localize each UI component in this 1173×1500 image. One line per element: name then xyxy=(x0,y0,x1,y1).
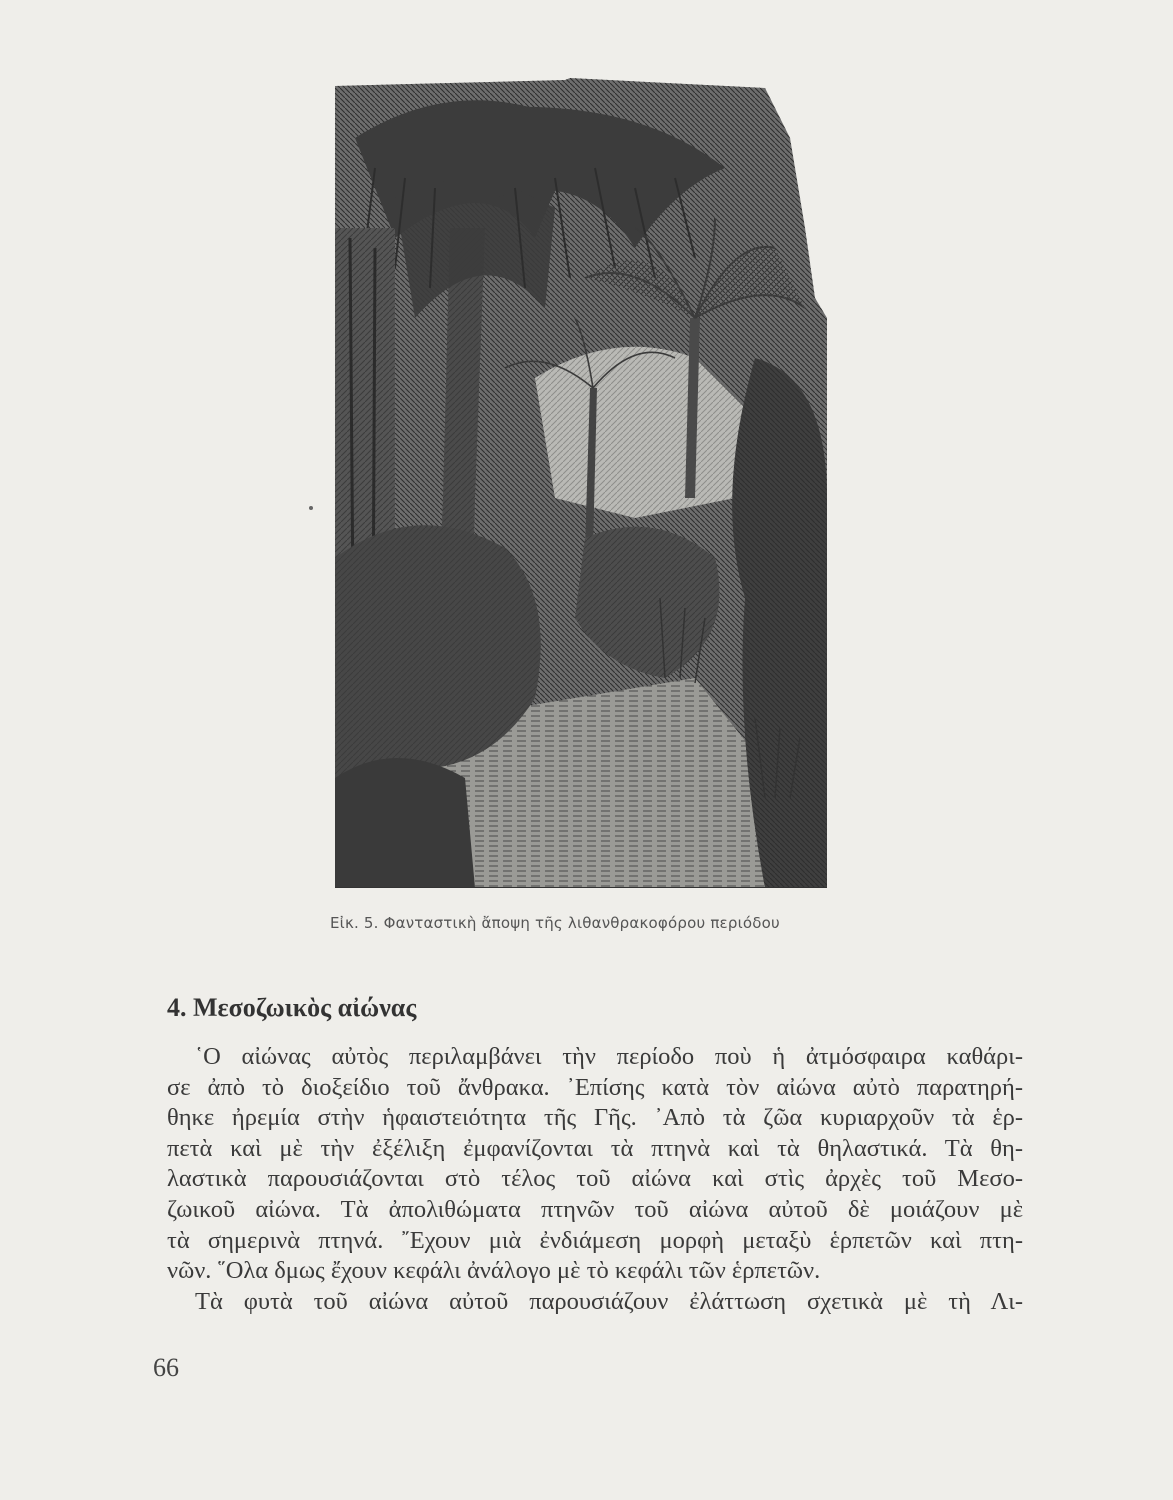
body-text xyxy=(167,1042,1023,1317)
text-line: νῶν. ῞Ολα δμως ἔχουν κεφάλι ἀνάλογο μὲ τὸ κεφάλι τῶν ἑρπετῶν. xyxy=(167,1257,821,1285)
page-number: 66 xyxy=(153,1353,179,1382)
text-line: σε ἀπὸ τὸ διοξείδιο τοῦ ἄνθρακα. ᾽Επίσης κατὰ τὸν αἰώνα αὐτὸ παρατηρή- xyxy=(167,1073,1023,1101)
text-line: πετὰ καὶ μὲ τὴν ἐξέλιξη ἐμφανίζονται τὰ πτηνὰ καὶ τὰ θηλαστικά. Τὰ θη- xyxy=(167,1134,1023,1162)
figure-caption: Εἰκ. 5. Φανταστικὴ ἄποψη τῆς λιθανθρακοφόρου περιόδου xyxy=(330,914,780,932)
text-line: λαστικὰ παρουσιάζονται στὸ τέλος τοῦ αἰώνα καὶ στὶς ἀρχὲς τοῦ Μεσο- xyxy=(167,1165,1023,1193)
carboniferous-forest-engraving-icon xyxy=(335,78,827,888)
text-line: τὰ σημερινὰ πτηνά. ῎Εχουν μιὰ ἐνδιάμεση μορφὴ μεταξὺ ἑρπετῶν καὶ πτη- xyxy=(167,1226,1023,1254)
text-line: Τὰ φυτὰ τοῦ αἰώνα αὐτοῦ παρουσιάζουν ἐλάττωση σχετικὰ μὲ τὴ Λι- xyxy=(195,1287,1023,1315)
text-line: ζωικοῦ αἰώνα. Τὰ ἀπολιθώματα πτηνῶν τοῦ αἰώνα αὐτοῦ δὲ μοιάζουν μὲ xyxy=(167,1195,1023,1223)
carboniferous-forest-figure xyxy=(335,78,827,888)
text-line: ῾Ο αἰώνας αὐτὸς περιλαμβάνει τὴν περίοδο ποὺ ἡ ἀτμόσφαιρα καθάρι- xyxy=(195,1043,1023,1070)
section-heading: 4. Μεσοζωικὸς αἰώνας xyxy=(167,993,417,1022)
text-line: θηκε ἠρεμία στὴν ἡφαιστειότητα τῆς Γῆς. ᾽Απὸ τὰ ζῶα κυριαρχοῦν τὰ ἑρ- xyxy=(167,1104,1023,1132)
print-speck xyxy=(309,506,313,510)
